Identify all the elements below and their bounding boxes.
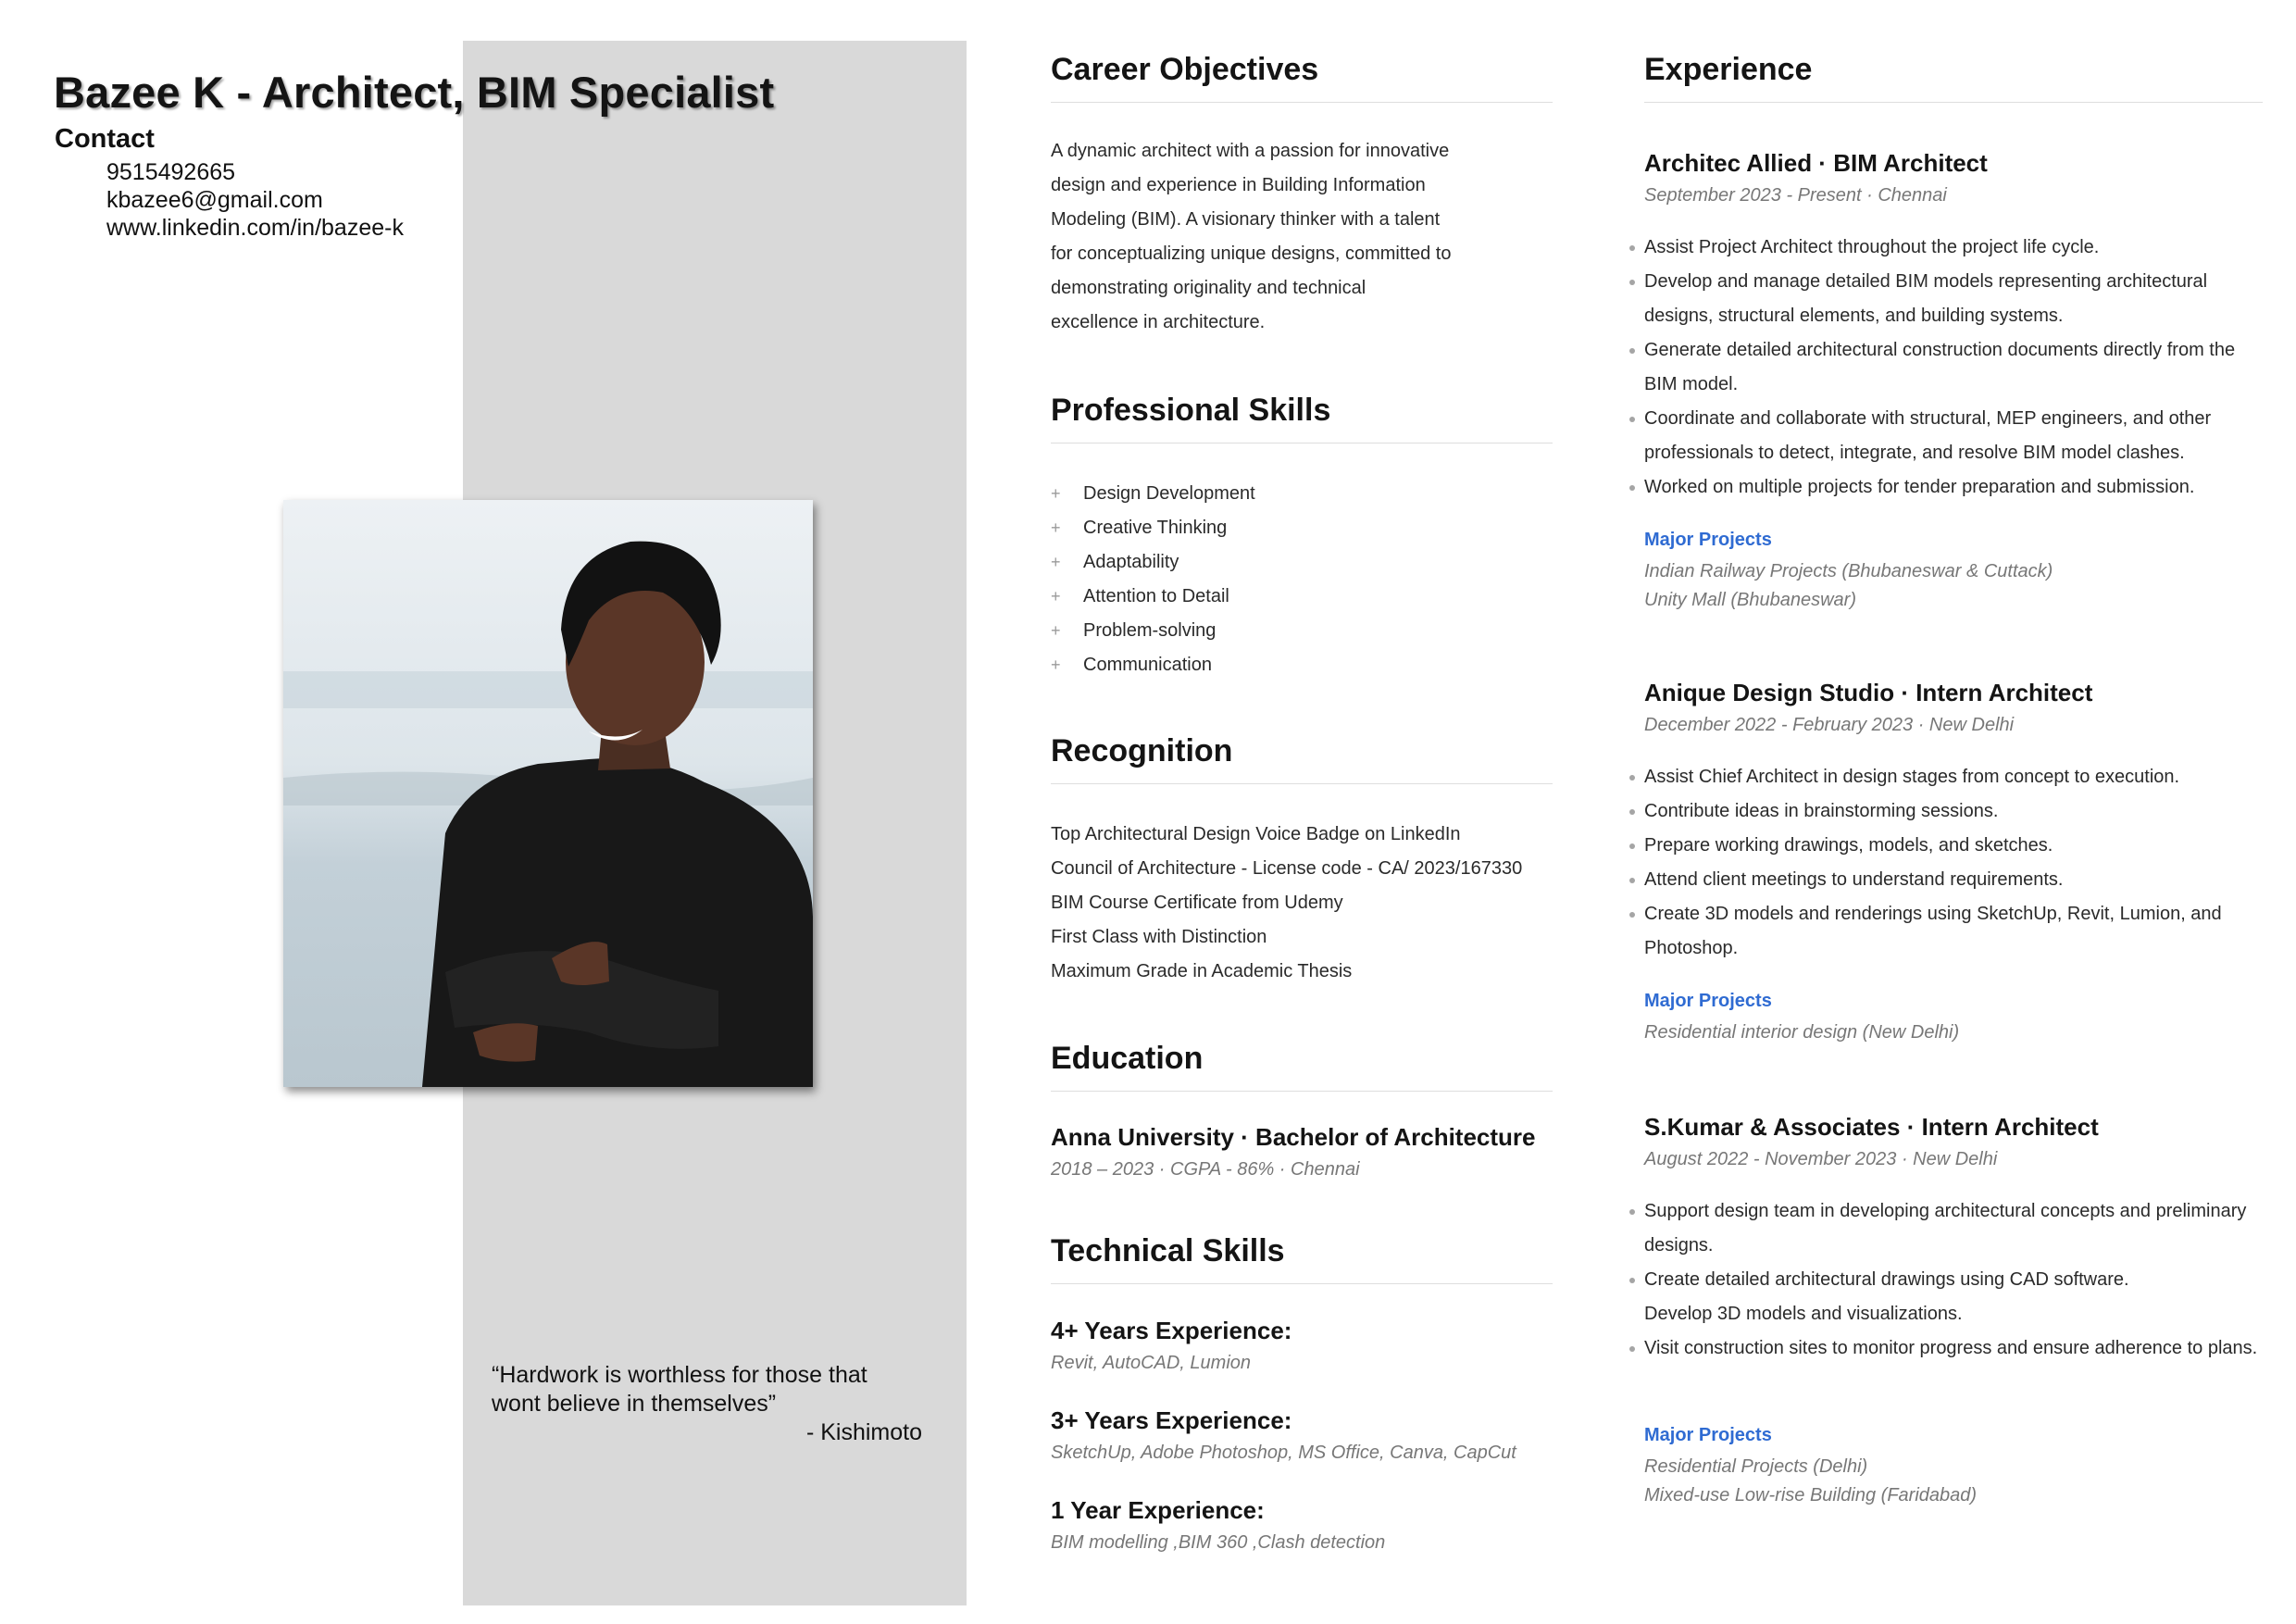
bullet-text: Coordinate and collaborate with structural, MEP engineers, and other professionals to detect, integrate, and resolve BIM model clashes.	[1644, 408, 2212, 463]
list-item	[1644, 1263, 2263, 1297]
list-item	[1644, 863, 2263, 897]
tech-group-heading: 1 Year Experience:	[1051, 1496, 1265, 1524]
bullet-icon	[1629, 1278, 1635, 1283]
project-item: Residential Projects (Delhi)	[1644, 1456, 1868, 1477]
divider	[1051, 1283, 1553, 1284]
bullet-text: Generate detailed architectural construction documents directly from the BIM model.	[1644, 340, 2236, 394]
career-line: for conceptualizing unique designs, committed to	[1051, 244, 1452, 264]
job-meta: September 2023 - Present · Chennai	[1644, 185, 1947, 206]
job-bullets	[1644, 760, 2263, 966]
recognition-title: Recognition	[1051, 733, 1233, 768]
education-degree: Anna University · Bachelor of Architecture	[1051, 1123, 1536, 1151]
bullet-text: Attend client meetings to understand requirements.	[1644, 869, 2064, 890]
bullet-icon	[1629, 280, 1635, 285]
plus-icon: +	[1051, 621, 1061, 640]
bullet-text: Worked on multiple projects for tender preparation and submission.	[1644, 477, 2195, 497]
plus-icon: +	[1051, 518, 1061, 537]
list-item	[1051, 614, 1551, 648]
recognition-item: Maximum Grade in Academic Thesis	[1051, 961, 1353, 981]
education-title: Education	[1051, 1041, 1204, 1076]
tech-group-tools: Revit, AutoCAD, Lumion	[1051, 1353, 1252, 1373]
bullet-text: Develop and manage detailed BIM models representing architectural designs, structural elements, and building systems.	[1644, 271, 2208, 326]
bullet-text: Prepare working drawings, models, and sketches.	[1644, 835, 2053, 856]
job-meta: December 2022 - February 2023 · New Delhi	[1644, 715, 2015, 735]
bullet-icon	[1629, 1346, 1635, 1352]
recognition-item: BIM Course Certificate from Udemy	[1051, 893, 1343, 913]
skill-label: Creative Thinking	[1083, 518, 1228, 538]
recognition-item: Top Architectural Design Voice Badge on LinkedIn	[1051, 824, 1461, 844]
bullet-icon	[1629, 485, 1635, 491]
quote-block	[492, 1361, 922, 1447]
career-line: demonstrating originality and technical	[1051, 278, 1366, 298]
profile-photo	[283, 500, 813, 1087]
education-meta: 2018 – 2023 · CGPA - 86% · Chennai	[1051, 1159, 1360, 1180]
bullet-text: Assist Chief Architect in design stages from concept to execution.	[1644, 767, 2180, 787]
plus-icon: +	[1051, 587, 1061, 606]
professional-skills-title: Professional Skills	[1051, 393, 1331, 428]
bullet-text: Create detailed architectural drawings using CAD software.	[1644, 1269, 2129, 1290]
list-item	[1051, 648, 1551, 682]
career-line: design and experience in Building Information	[1051, 175, 1426, 195]
bullet-text: Develop 3D models and visualizations.	[1644, 1304, 1963, 1324]
bullet-text: Contribute ideas in brainstorming sessions.	[1644, 801, 1999, 821]
project-item: Unity Mall (Bhubaneswar)	[1644, 590, 1856, 610]
tech-group-heading: 4+ Years Experience:	[1051, 1317, 1292, 1344]
recognition-list	[1051, 818, 1569, 989]
divider	[1644, 102, 2263, 103]
list-item	[1644, 333, 2263, 402]
plus-icon: +	[1051, 553, 1061, 571]
list-item	[1051, 511, 1551, 545]
list-item	[1051, 477, 1551, 511]
divider	[1051, 102, 1553, 103]
list-item	[1644, 829, 2263, 863]
bullet-text: Assist Project Architect throughout the project life cycle.	[1644, 237, 2100, 257]
plus-icon: +	[1051, 484, 1061, 503]
bullet-icon	[1629, 417, 1635, 422]
contact-linkedin[interactable]: www.linkedin.com/in/bazee-k	[106, 215, 404, 241]
project-item: Indian Railway Projects (Bhubaneswar & Cuttack)	[1644, 561, 2053, 581]
experience-title: Experience	[1644, 52, 1813, 87]
skill-label: Communication	[1083, 655, 1212, 675]
skill-label: Design Development	[1083, 483, 1255, 504]
list-item	[1644, 1331, 2263, 1366]
tech-group-tools: BIM modelling ,BIM 360 ,Clash detection	[1051, 1532, 1386, 1553]
bullet-icon	[1629, 878, 1635, 883]
recognition-item: Council of Architecture - License code - CA/ 2023/167330	[1051, 858, 1523, 879]
skill-label: Attention to Detail	[1083, 586, 1229, 606]
list-item	[1644, 1194, 2263, 1263]
career-objectives-text	[1051, 134, 1551, 340]
list-item	[1644, 760, 2263, 794]
career-objectives-title: Career Objectives	[1051, 52, 1319, 87]
quote-text: “Hardwork is worthless for those that wont believe in themselves”	[492, 1362, 867, 1417]
bullet-icon	[1629, 843, 1635, 849]
career-line: A dynamic architect with a passion for innovative	[1051, 141, 1450, 161]
list-item	[1644, 1297, 2263, 1331]
list-item	[1644, 897, 2263, 966]
bullet-text: Visit construction sites to monitor progress and ensure adherence to plans.	[1644, 1338, 2258, 1358]
recognition-item: First Class with Distinction	[1051, 927, 1267, 947]
tech-group-heading: 3+ Years Experience:	[1051, 1406, 1292, 1434]
job-title: Architec Allied · BIM Architect	[1644, 149, 1988, 177]
major-projects-label: Major Projects	[1644, 530, 1772, 550]
job-title: Anique Design Studio · Intern Architect	[1644, 679, 2093, 706]
name-title: Bazee K - Architect, BIM Specialist	[54, 68, 775, 117]
project-item: Residential interior design (New Delhi)	[1644, 1022, 1960, 1043]
divider	[1051, 783, 1553, 784]
bullet-icon	[1629, 348, 1635, 354]
list-item	[1644, 470, 2263, 505]
skill-label: Problem-solving	[1083, 620, 1217, 641]
bullet-icon	[1629, 245, 1635, 251]
bullet-icon	[1629, 775, 1635, 781]
bullet-icon	[1629, 1209, 1635, 1215]
contact-phone: 9515492665	[106, 159, 236, 185]
bullet-icon	[1629, 809, 1635, 815]
project-item: Mixed-use Low-rise Building (Faridabad)	[1644, 1485, 1978, 1505]
job-bullets	[1644, 231, 2263, 505]
tech-group-tools: SketchUp, Adobe Photoshop, MS Office, Canva, CapCut	[1051, 1443, 1516, 1463]
bullet-icon	[1629, 912, 1635, 918]
job-title: S.Kumar & Associates · Intern Architect	[1644, 1113, 2099, 1141]
job-meta: August 2022 - November 2023 · New Delhi	[1644, 1149, 1998, 1169]
bullet-text: Support design team in developing architectural concepts and preliminary designs.	[1644, 1201, 2247, 1255]
skill-label: Adaptability	[1083, 552, 1179, 572]
contact-heading: Contact	[55, 124, 155, 154]
contact-email[interactable]: kbazee6@gmail.com	[106, 187, 323, 213]
list-item	[1644, 794, 2263, 829]
divider	[1051, 1091, 1553, 1092]
list-item	[1051, 545, 1551, 580]
plus-icon: +	[1051, 656, 1061, 674]
career-line: excellence in architecture.	[1051, 312, 1266, 332]
quote-author: - Kishimoto	[805, 1419, 922, 1445]
major-projects-label: Major Projects	[1644, 991, 1772, 1011]
career-line: Modeling (BIM). A visionary thinker with a talent	[1051, 209, 1441, 230]
list-item	[1051, 580, 1551, 614]
major-projects-label: Major Projects	[1644, 1425, 1772, 1445]
list-item	[1644, 265, 2263, 333]
list-item	[1644, 231, 2263, 265]
bullet-text: Create 3D models and renderings using SketchUp, Revit, Lumion, and Photoshop.	[1644, 904, 2222, 958]
job-bullets	[1644, 1194, 2263, 1366]
professional-skills-list	[1051, 477, 1551, 682]
list-item	[1644, 402, 2263, 470]
technical-skills-title: Technical Skills	[1051, 1233, 1285, 1268]
